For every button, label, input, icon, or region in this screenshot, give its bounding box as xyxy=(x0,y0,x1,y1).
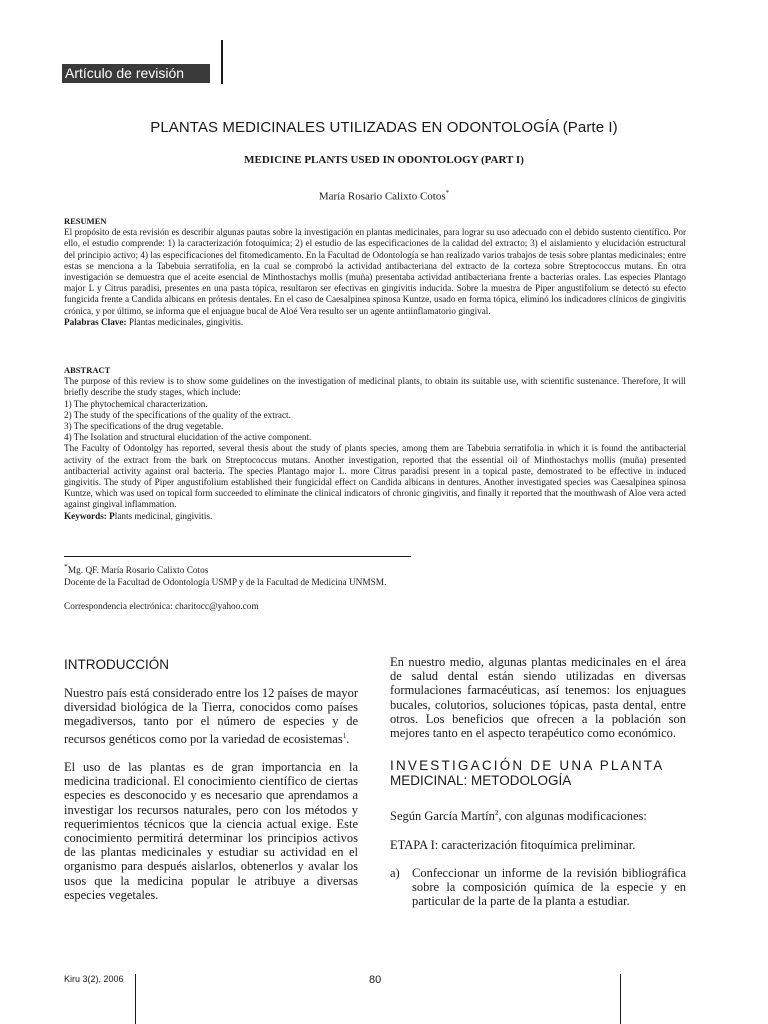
list-item-marker: a) xyxy=(390,865,400,880)
page-number: 80 xyxy=(369,974,382,986)
footnote-affiliation: Docente de la Facultad de Odontología USMP y de la Facultad de Medicina UNMSM. xyxy=(64,577,387,588)
journal-citation: Kiru 3(2), 2006 xyxy=(64,974,124,984)
abstract-item: 1) The phytochemical characterization. xyxy=(64,398,208,409)
methodology-heading-line1: INVESTIGACIÓN DE UNA PLANTA xyxy=(390,758,665,774)
header-divider xyxy=(221,40,223,84)
footnote-email: Correspondencia electrónica: charitocc@yahoo.com xyxy=(64,602,259,613)
intro-paragraph-1-text: Nuestro país está considerado entre los 12 países de mayor diversidad biológica de la Tierra, conocidos como países megadiversos, tanto por el número de especies y de recursos genéticos como por la variedad de ecosistemas xyxy=(64,686,359,746)
list-item-text: Confeccionar un informe de la revisión bibliográfica sobre la composición química de la especie y en particular de la parte de la planta a estudiar. xyxy=(412,865,686,909)
citation-ref: 1 xyxy=(342,731,347,740)
article-title-english: MEDICINE PLANTS USED IN ODONTOLOGY (PART I) xyxy=(244,154,524,166)
article-title: PLANTAS MEDICINALES UTILIZADAS EN ODONTOLOGÍA (Parte I) xyxy=(150,119,618,136)
author-footnote-mark: * xyxy=(445,189,450,197)
resumen-section xyxy=(64,216,686,328)
reference-line-end: , con algunas modificaciones: xyxy=(498,809,647,824)
citation-ref: 2 xyxy=(494,809,499,818)
footer-divider-right xyxy=(620,974,621,1024)
abstract-item: 4) The Isolation and structural elucidation of the active component. xyxy=(64,432,312,443)
resumen-keywords xyxy=(64,317,686,328)
author-line xyxy=(0,189,768,203)
methodology-heading-line2: MEDICINAL: METODOLOGÍA xyxy=(390,773,572,789)
footer-divider-left xyxy=(135,974,136,1024)
resumen-keywords-text: Plantas medicinales, gingivitis. xyxy=(126,316,244,327)
abstract-heading: ABSTRACT xyxy=(64,365,111,375)
intro-paragraph-2: El uso de las plantas es de gran importancia en la medicina tradicional. El conocimiento científico de ciertas especies es desconocido y es necesario que aprendamos a investigar los recursos naturales, pero con los métodos y requerimientos técnicos que la ciencia actual exige. Este conocimiento permitirá determinar los principios activos de las plantas medicinales y estudiar su actividad en el organismo para después aislarlos, obtenerlos y avalar los usos que la medicina popular le atribuye a diversas especies vegetales. xyxy=(64,759,358,902)
reference-line xyxy=(390,806,686,823)
author-footnote xyxy=(64,561,686,614)
resumen-keywords-label: Palabras Clave: xyxy=(64,316,127,327)
abstract-item: 2) The study of the specifications of the quality of the extract. xyxy=(64,409,291,420)
footnote-name: Mg. QF. María Rosario Calixto Cotos xyxy=(67,566,209,577)
abstract-section xyxy=(64,365,686,522)
intro-paragraph-1 xyxy=(64,686,358,746)
abstract-body: The Faculty of Odontolgy has reported, several thesis about the study of plants species, among them are Tabebuia serratifolia in which it is found the antibacterial activity of the extract from the bark on Streptococcus mutans. Another investigation, reported that the essential oil of Minthostachys mollis (muña) presented antibacterial activity against oral bacteria. The species Plantago major L. more Citrus paradisi present in a topical paste, demostrated to be effective in induced gingivitis. The study of Piper angustifolium established their fungicidal effect on Candida albicans in dentures. Another investigated species was Caesalpinea spinosa Kuntze, which was used on topical form succeeded to eliminate the clinical indicators of chronic gingivitis, and finally it reported that the mouthwash of Aloe vera acted against gingival inflammation. xyxy=(64,443,686,510)
footnote-divider xyxy=(64,556,411,557)
right-column xyxy=(390,655,686,908)
section-tag: Artículo de revisión xyxy=(62,64,210,83)
stage-heading: ETAPA I: caracterización fitoquímica preliminar. xyxy=(390,837,636,852)
reference-line-text: Según García Martín xyxy=(390,809,495,824)
intro-paragraph-1-end: . xyxy=(346,731,350,746)
resumen-heading: RESUMEN xyxy=(64,216,107,226)
footnote-name-line xyxy=(64,561,686,578)
abstract-intro: The purpose of this review is to show some guidelines on the investigation of medicinal plants, to obtain its suitable use, with scientific sustenance. Therefore, It will briefly describe the study stages, which include: xyxy=(64,376,686,398)
resumen-body: El propósito de esta revisión es describir algunas pautas sobre la investigación en plantas medicinales, para lograr su uso adecuado con el debido sustento científico. Por ello, el estudio comprende: 1) la caracterización fotoquímica; 2) el estudio de las especificaciones de la calidad del extracto; 3) el aislamiento y elucidación estructural del principio activo; 4) las especificaciones del fitomedicamento. En la Facultad de Odontología se han realizado varios trabajos de tesis sobre plantas medicinales; entre estas se menciona a la Tabebuia serratifolia, en la cual se comprobó la actividad antibacteriana del extracto de la corteza sobre Streptococcus mutans. En otra investigación se demuestra que el aceite esencial de Minthostachys mollis (muña) presentaba actividad antibacteriana frente a bacterias orales. Las especies Plantago major L y Citrus paradisi, presentes en una pasta tópica, resultaron ser efectivas en gingivitis inducida. Sobre la muestra de Piper angustifolium se detectó su efecto fungicida frente a Candida albicans en prótesis dentales. En el caso de Caesalpinea spinosa Kuntze, usado en forma tópica, eliminó los indicadores clínicos de gingivitis crónica, y por último, se informa que el enjuague bucal de Aloé Vera resulto ser un agente antiinflamatorio gingival. xyxy=(64,227,686,316)
abstract-keywords xyxy=(64,511,686,522)
left-column xyxy=(64,657,358,902)
methodology-heading xyxy=(390,758,686,788)
introduccion-heading: INTRODUCCIÓN xyxy=(64,657,169,672)
abstract-keywords-text: lants medicinal, gingivitis. xyxy=(114,510,213,521)
list-item xyxy=(390,866,686,909)
intro-paragraph-3: En nuestro medio, algunas plantas medicinales en el área de salud dental están siendo utilizadas en diversas formulaciones farmacéuticas, así tenemos: los enjuagues bucales, colutorios, soluciones tópicas, pasta dental, entre otros. Los beneficios que ofrecen a la población son mejores tanto en el aspecto terapéutico como económico. xyxy=(390,655,686,741)
abstract-item: 3) The specifications of the drug vegetable. xyxy=(64,421,224,432)
author-name: María Rosario Calixto Cotos xyxy=(318,190,446,203)
abstract-keywords-label: Keywords: P xyxy=(64,510,115,521)
footnote-mark: * xyxy=(64,562,68,571)
